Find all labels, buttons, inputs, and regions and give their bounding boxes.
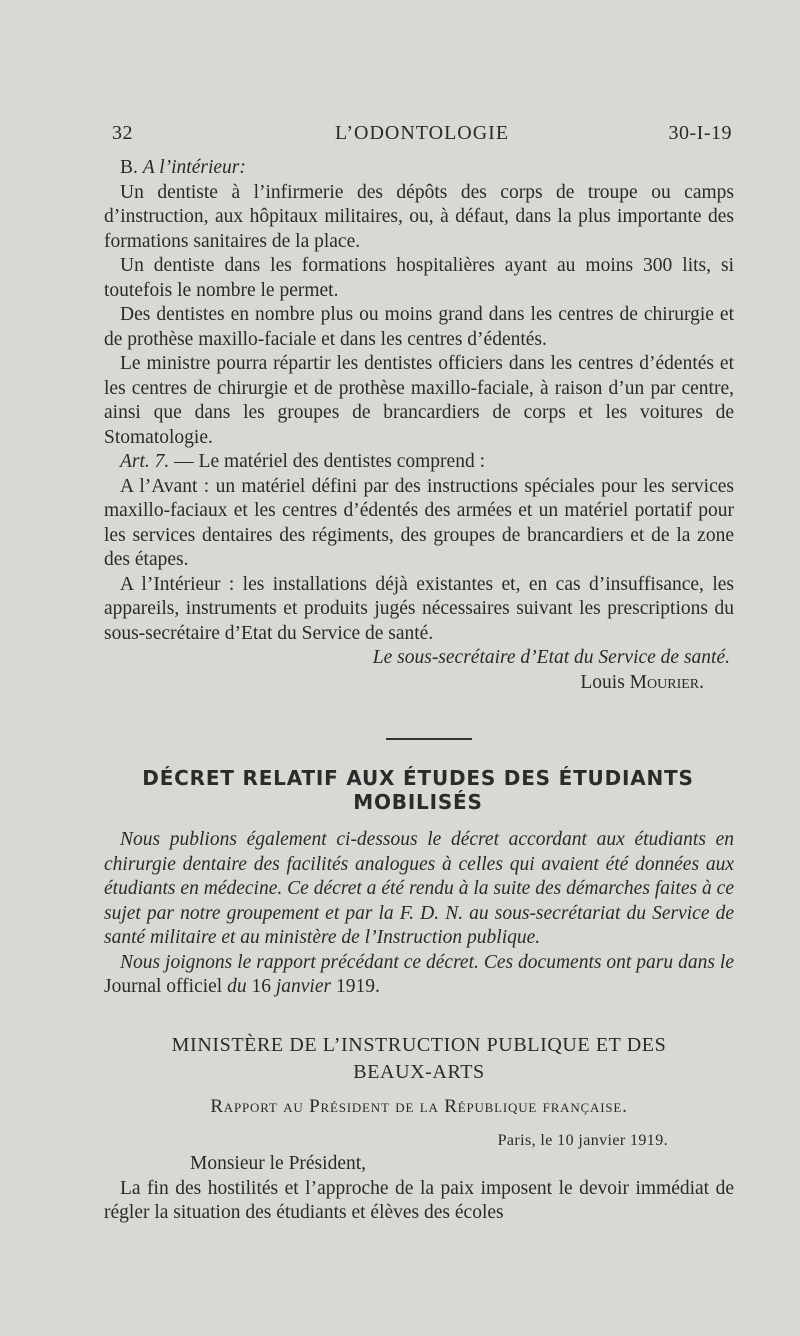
intro-paragraph: Nous publions également ci-dessous le décret accordant aux étudiants en chirurgie dentaire des facilités analogues à celles qui avaient été données aux étudiants en médecine. Ce décret a été rendu à la suite des démarches faites à ce sujet par notre groupement et par la F. D. N. au sous-secrétariat du Service de santé militaire et au ministère de l’Instruction publique.	[104, 829, 734, 948]
paragraph-interieur: A l’Intérieur : les installations déjà existantes et, en cas d’insuffisance, les appareils, instruments et produits jugés nécessaires suivant les prescriptions du sous-secrétaire d’Etat du Service de santé.	[104, 573, 734, 644]
section-b	[104, 156, 734, 695]
paragraph: Des dentistes en nombre plus ou moins grand dans les centres de chirurgie et de prothèse maxillo-faciale et dans les centres d’édentés.	[104, 304, 734, 350]
paragraph: Le ministre pourra répartir les dentistes officiers dans les centres d’édentés et les centres de chirurgie et de prothèse maxillo-faciale, à raison d’un par centre, ainsi que dans les groupes de brancardiers de corps et les voitures de Stomatologie.	[104, 353, 734, 448]
running-header	[112, 122, 732, 150]
paragraph: Un dentiste dans les formations hospitalières ayant au moins 300 lits, si toutefois le nombre le permet.	[104, 255, 734, 301]
ministere-heading: MINISTÈRE DE L’INSTRUCTION PUBLIQUE ET DES BEAUX-ARTS	[171, 1034, 667, 1083]
rapport-heading: Rapport au Président de la République française.	[210, 1096, 628, 1117]
salutation: Monsieur le Président,	[190, 1153, 367, 1174]
article-7: Art. 7. — Le matériel des dentistes comprend :	[120, 451, 485, 472]
signature-title: Le sous-secrétaire d’Etat du Service de santé.	[372, 647, 730, 668]
letter-body	[104, 1152, 734, 1226]
letter-paragraph: La fin des hostilités et l’approche de la paix imposent le devoir immédiat de régler la situation des étudiants et élèves des écoles	[104, 1177, 734, 1223]
intro-paragraph: Nous joignons le rapport précédant ce décret. Ces documents ont paru dans le Journal officiel du 16 janvier 1919.	[104, 951, 734, 997]
dateline: Paris, le 10 janvier 1919.	[497, 1132, 668, 1149]
page-number: 32	[112, 122, 133, 144]
paragraph: Un dentiste à l’infirmerie des dépôts des corps de troupe ou camps d’instruction, aux hôpitaux militaires, ou, à défaut, dans la plus importante des formations sanitaires de la place.	[104, 181, 734, 252]
decret-title: DÉCRET RELATIF AUX ÉTUDES DES ÉTUDIANTS MOBILISÉS	[142, 766, 694, 814]
section-heading: B. A l’intérieur:	[120, 157, 246, 178]
paragraph-avant: A l’Avant : un matériel défini par des instructions spéciales pour les services maxillo-faciaux et les centres d’édentés des armées et un matériel portatif pour les services dentaires des régiments, des groupes de brancardiers et de la zone des étapes.	[104, 475, 734, 570]
decret-intro	[104, 828, 734, 1000]
signature-name: Louis Mourier.	[580, 671, 704, 693]
article-label: Art. 7.	[120, 451, 170, 472]
section-divider	[386, 738, 472, 740]
journal-title: L’ODONTOLOGIE	[334, 122, 510, 144]
issue-date: 30-I-19	[668, 122, 732, 144]
